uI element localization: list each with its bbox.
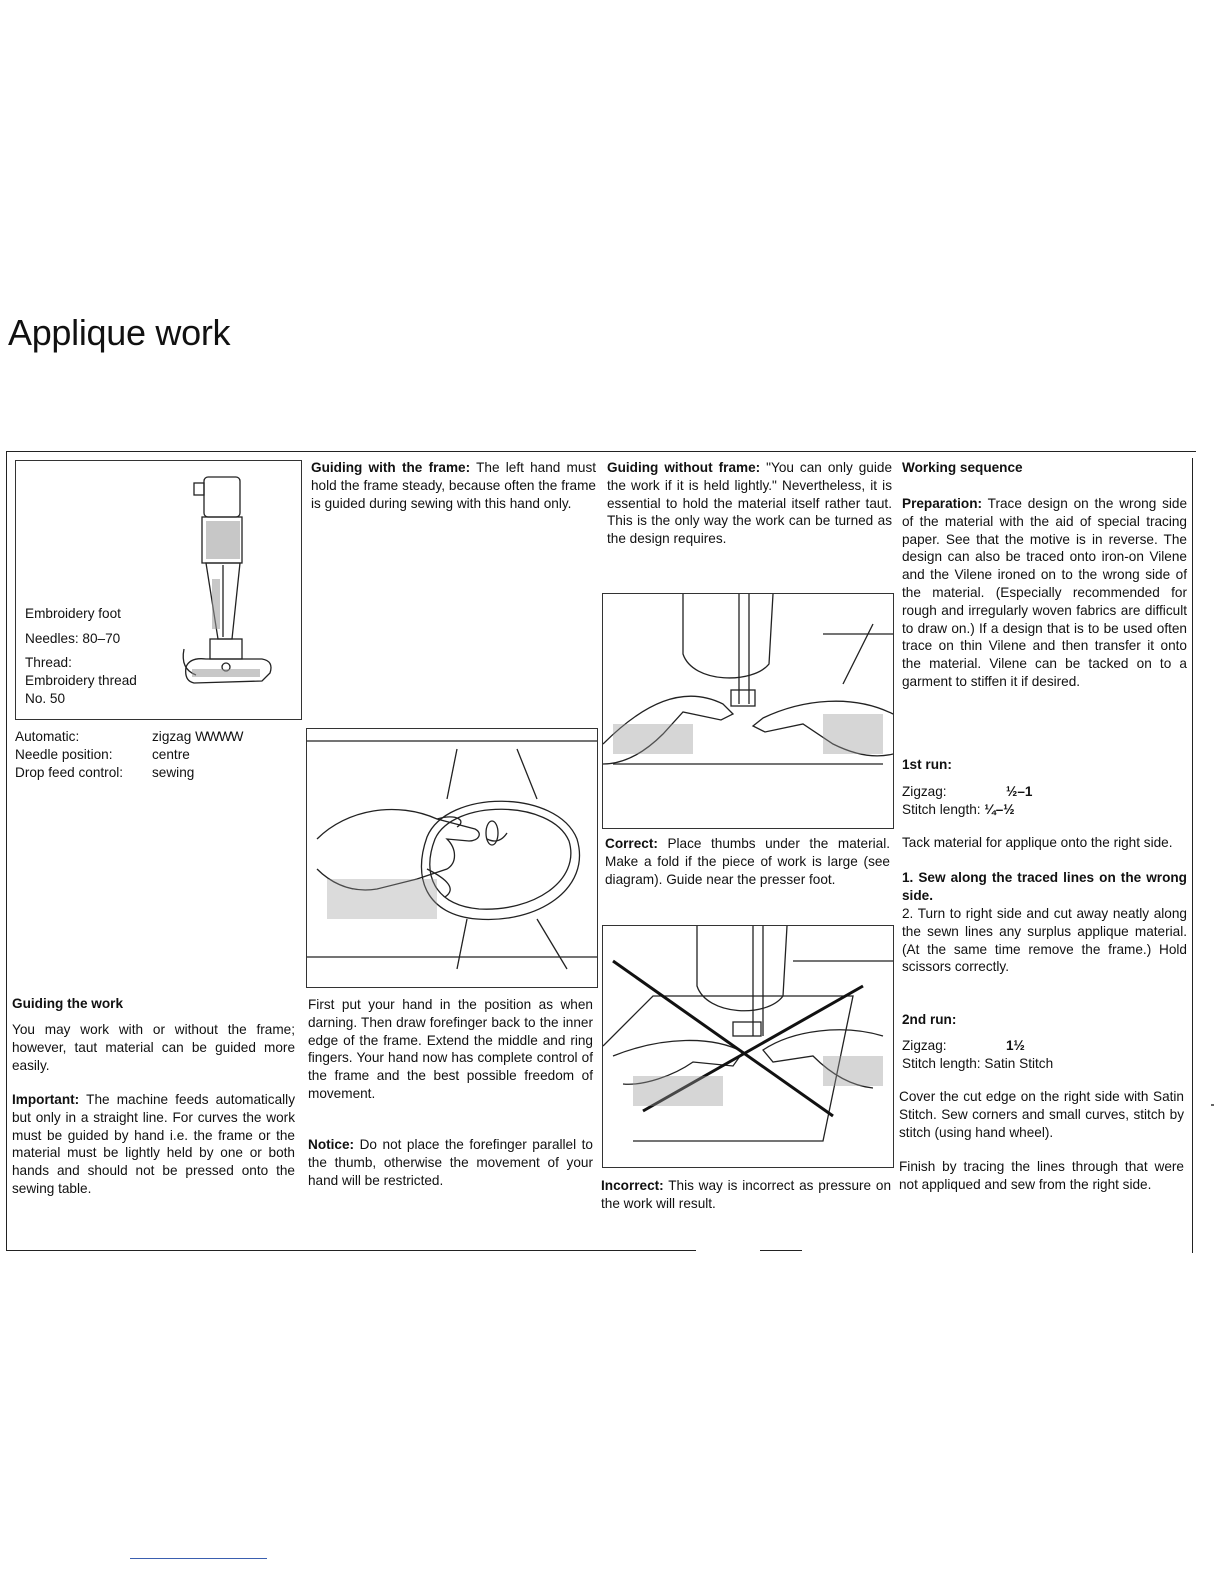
- second-run-stitch-value: Satin Stitch: [984, 1055, 1054, 1071]
- tack-text: Tack material for applique onto the right side.: [902, 835, 1173, 850]
- second-run-zigzag-label: Zigzag:: [902, 1038, 947, 1053]
- step-1: 1. Sew along the traced lines on the wrong side.: [902, 870, 1187, 903]
- cover-text: Cover the cut edge on the right side with Satin Stitch. Sew corners and small curves, stitch by stitch (using hand wheel).: [899, 1089, 1184, 1140]
- first-run-zigzag-label: Zigzag:: [902, 784, 947, 799]
- frame-bottom-rule: [6, 1250, 696, 1251]
- guiding-intro: You may work with or without the frame; however, taut material can be guided more easily.: [12, 1022, 295, 1073]
- important-label: Important:: [12, 1092, 80, 1107]
- footer-link-line: [130, 1558, 267, 1559]
- notice-label: Notice:: [308, 1137, 355, 1152]
- drop-feed-label: Drop feed control:: [15, 764, 124, 780]
- preparation-body: Trace design on the wrong side of the material with the aid of special tracing paper. See that the motive is in reverse. The design can also be traced onto iron-on Vilene and the Vilene ironed on to the wrong side of the material. (Especially recommended for rough and irregularly woven fabrics are difficult to draw on.) If a design that is to be used often trace on thin Vilene and then transfer it onto the material. Vilene can be tacked on to a garment to stiffen it if desired.: [902, 496, 1188, 689]
- incorrect-hands-illustration: [603, 926, 893, 1167]
- needle-position-value: centre: [152, 746, 190, 762]
- guiding-without-frame: [607, 459, 892, 548]
- notice-text: Do not place the forefinger parallel to the thumb, otherwise the movement of your hand will be restricted.: [308, 1137, 593, 1188]
- correct-label: Correct:: [605, 836, 658, 851]
- incorrect-figure: [602, 925, 894, 1168]
- second-run-zigzag-value: 1½: [1006, 1038, 1025, 1053]
- embroidery-foot-illustration: [166, 469, 276, 709]
- incorrect-text: This way is incorrect as pressure on the work will result.: [601, 1178, 892, 1211]
- automatic-value: zigzag: [152, 729, 192, 744]
- thread-value: Embroidery thread: [25, 673, 137, 688]
- frame-label: Guiding with the frame:: [311, 460, 471, 475]
- preparation-text: [902, 495, 1187, 691]
- correct-hands-illustration: [603, 594, 893, 828]
- working-sequence-heading: Working sequence: [902, 460, 1023, 475]
- machine-settings: [15, 728, 300, 781]
- automatic-label: Automatic:: [15, 729, 80, 744]
- correct-figure: [602, 593, 894, 829]
- hoop-inner: [430, 809, 571, 909]
- second-run-stitch: [902, 1055, 1187, 1073]
- guiding-with-frame: [311, 459, 596, 512]
- frame-bottom-rule-fragment: [760, 1250, 802, 1251]
- first-run-zigzag: [902, 783, 1187, 801]
- needle-position-label: Needle position:: [15, 746, 113, 762]
- first-run-stitch-value: ¼–½: [984, 801, 1015, 817]
- important-text: The machine feeds automatically but only in a straight line. For curves the work must be guided by hand i.e. the frame or the material must be lightly held by one or both hands and should not be pressed onto the sewing table.: [12, 1092, 295, 1196]
- hand-back: [317, 809, 479, 890]
- foot-clamp: [210, 639, 242, 659]
- thread-label: Thread:: [25, 655, 72, 670]
- notice-note: [308, 1136, 593, 1189]
- foot-shank-screw: [194, 483, 204, 495]
- guiding-heading: Guiding the work: [12, 996, 124, 1011]
- second-run-stitch-label: Stitch length:: [902, 1055, 981, 1071]
- setting-needle-position: [15, 746, 300, 764]
- important-note: [12, 1091, 295, 1198]
- drop-feed-value: sewing: [152, 764, 195, 780]
- needles-spec: Needles: 80–70: [25, 631, 121, 646]
- machine-head: [683, 594, 773, 678]
- first-run-heading: 1st run:: [902, 757, 952, 772]
- second-run-settings: [902, 1037, 1187, 1073]
- frame-top-rule: [6, 451, 1196, 452]
- presser-foot: [731, 690, 755, 706]
- first-run-stitch-label: Stitch length:: [902, 801, 981, 817]
- margin-mark: [1211, 1104, 1214, 1106]
- frame-right-rule: [1192, 458, 1193, 1253]
- foot-info-box: [15, 460, 302, 720]
- preparation-label: Preparation:: [902, 496, 983, 511]
- page-title: Applique work: [8, 312, 231, 353]
- first-run-zigzag-value: ½–1: [1006, 784, 1033, 799]
- frame-text: The left hand must hold the frame steady, because often the frame is guided during sewing with this hand only.: [311, 460, 597, 511]
- without-frame-label: Guiding without frame:: [607, 460, 761, 475]
- foot-label: Embroidery foot: [25, 606, 121, 621]
- without-frame-text: "You can only guide the work if it is held lightly." Nevertheless, it is essential to hold the material itself rather taut. This is the only way the work can be turned as the design requires.: [607, 460, 892, 547]
- setting-drop-feed: [15, 764, 300, 782]
- frame-hand-figure: [306, 728, 598, 988]
- second-run-heading: 2nd run:: [902, 1012, 957, 1027]
- incorrect-caption: [601, 1177, 891, 1213]
- first-run-settings: [902, 783, 1187, 819]
- thread-number: No. 50: [25, 691, 66, 706]
- first-run-stitch: [902, 801, 1187, 819]
- foot-shank-top: [204, 477, 240, 517]
- hoop-outer: [421, 801, 579, 919]
- zigzag-symbol: WWWW: [195, 729, 243, 744]
- correct-text: Place thumbs under the material. Make a fold if the piece of work is large (see diagram). Guide near the presser foot.: [605, 836, 891, 887]
- setting-automatic: [15, 728, 300, 746]
- correct-caption: [605, 835, 890, 888]
- incorrect-label: Incorrect:: [601, 1178, 664, 1193]
- step-2: 2. Turn to right side and cut away neatly along the sewn lines any surplus applique material. (At the same time remove the frame.) Hold scissors correctly.: [902, 906, 1187, 975]
- second-run-zigzag: [902, 1037, 1187, 1055]
- hand-position-text: First put your hand in the position as when darning. Then draw forefinger back to the inner edge of the frame. Extend the middle and ring fingers. Your hand now has complete control of the frame and the best possible freedom of movement.: [308, 997, 593, 1101]
- frame-left-rule: [6, 451, 7, 1251]
- hoop-hand-illustration: [307, 729, 597, 987]
- finish-text: Finish by tracing the lines through that were not appliqued and sew from the right side.: [899, 1159, 1184, 1192]
